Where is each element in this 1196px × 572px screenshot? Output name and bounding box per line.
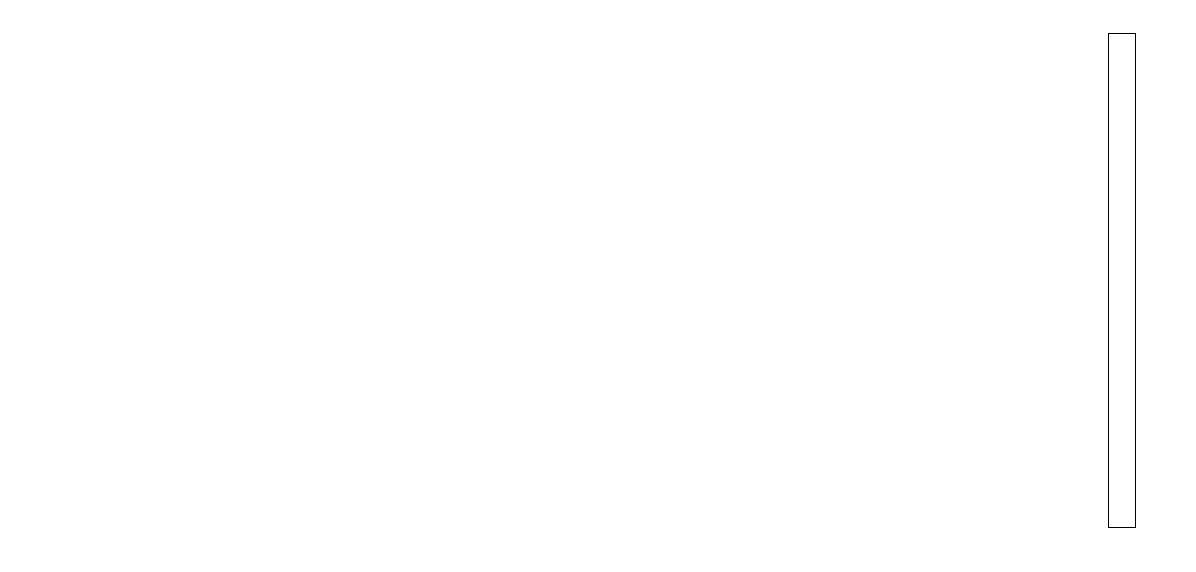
colorbar [1108,33,1136,528]
heatmap-grid [36,33,1094,526]
heatmap-plot-area [36,33,1094,526]
